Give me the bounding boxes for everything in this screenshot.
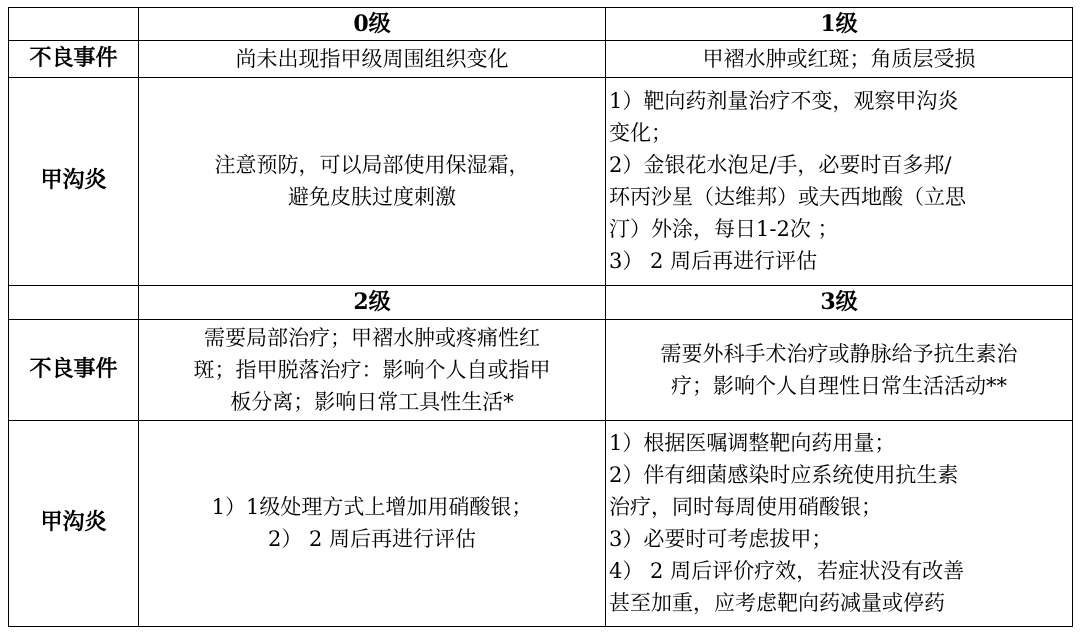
text-line: 需要局部治疗；甲褶水肿或疼痛性红 <box>204 325 540 350</box>
paronychia-grade-0 <box>139 77 606 285</box>
paronychia-grade-3 <box>606 420 1073 626</box>
text-line: 2）金银花水泡足/手，必要时百多邦/ <box>609 153 952 178</box>
grade-header-row <box>9 286 1073 319</box>
text-line: 1）1级处理方式上增加用硝酸银； <box>211 495 533 520</box>
text-line: 需要外科手术治疗或静脉给予抗生素治 <box>660 341 1018 366</box>
text-line: 甚至加重，应考虑靶向药减量或停药 <box>609 591 945 616</box>
paronychia-row <box>9 420 1073 626</box>
paronychia-grading-table <box>8 7 1073 627</box>
text-line: 2） 2 周后再进行评估 <box>267 527 477 552</box>
grade-header-row <box>9 8 1073 41</box>
adverse-event-row <box>9 41 1073 77</box>
text-line: 4） 2 周后评价疗效，若症状没有改善 <box>609 559 965 584</box>
grade-3-header: 3级 <box>606 286 1073 319</box>
grade-0-header: 0级 <box>139 8 606 41</box>
text-line: 斑；指甲脱落治疗：影响个人自或指甲 <box>193 357 551 382</box>
grade-2-header: 2级 <box>139 286 606 319</box>
text-line: 1）根据医嘱调整靶向药用量； <box>609 431 896 456</box>
text-line: 3） 2 周后再进行评估 <box>609 249 818 274</box>
adverse-event-grade-0: 尚未出现指甲级周围组织变化 <box>139 41 606 77</box>
text-line: 治疗，同时每周使用硝酸银； <box>609 495 882 520</box>
text-line: 汀）外涂，每日1-2次 ； <box>609 217 839 242</box>
paronychia-row <box>9 77 1073 285</box>
adverse-event-grade-2 <box>139 319 606 420</box>
adverse-event-grade-3 <box>606 319 1073 420</box>
adverse-event-label: 不良事件 <box>9 319 139 420</box>
text-line: 1）靶向药剂量治疗不变，观察甲沟炎 <box>609 89 959 114</box>
text-line: 环丙沙星（达维邦）或夫西地酸（立思 <box>609 185 966 210</box>
adverse-event-grade-1: 甲褶水肿或红斑；角质层受损 <box>606 41 1073 77</box>
text-line: 注意预防，可以局部使用保湿霜， <box>214 153 530 178</box>
paronychia-grade-1 <box>606 77 1073 285</box>
text-line: 板分离；影响日常工具性生活* <box>230 389 514 414</box>
text-line: 变化； <box>609 121 672 146</box>
paronychia-label: 甲沟炎 <box>9 77 139 285</box>
text-line: 疗；影响个人自理性日常生活活动** <box>671 373 1007 398</box>
grade-1-header: 1级 <box>606 8 1073 41</box>
adverse-event-label: 不良事件 <box>9 41 139 77</box>
text-line: 避免皮肤过度刺激 <box>288 185 456 210</box>
adverse-event-row <box>9 319 1073 420</box>
paronychia-grade-2 <box>139 420 606 626</box>
paronychia-label: 甲沟炎 <box>9 420 139 626</box>
blank-corner-cell <box>9 286 139 319</box>
text-line: 2）伴有细菌感染时应系统使用抗生素 <box>609 463 959 488</box>
blank-corner-cell <box>9 8 139 41</box>
text-line: 3）必要时可考虑拔甲； <box>609 527 833 552</box>
